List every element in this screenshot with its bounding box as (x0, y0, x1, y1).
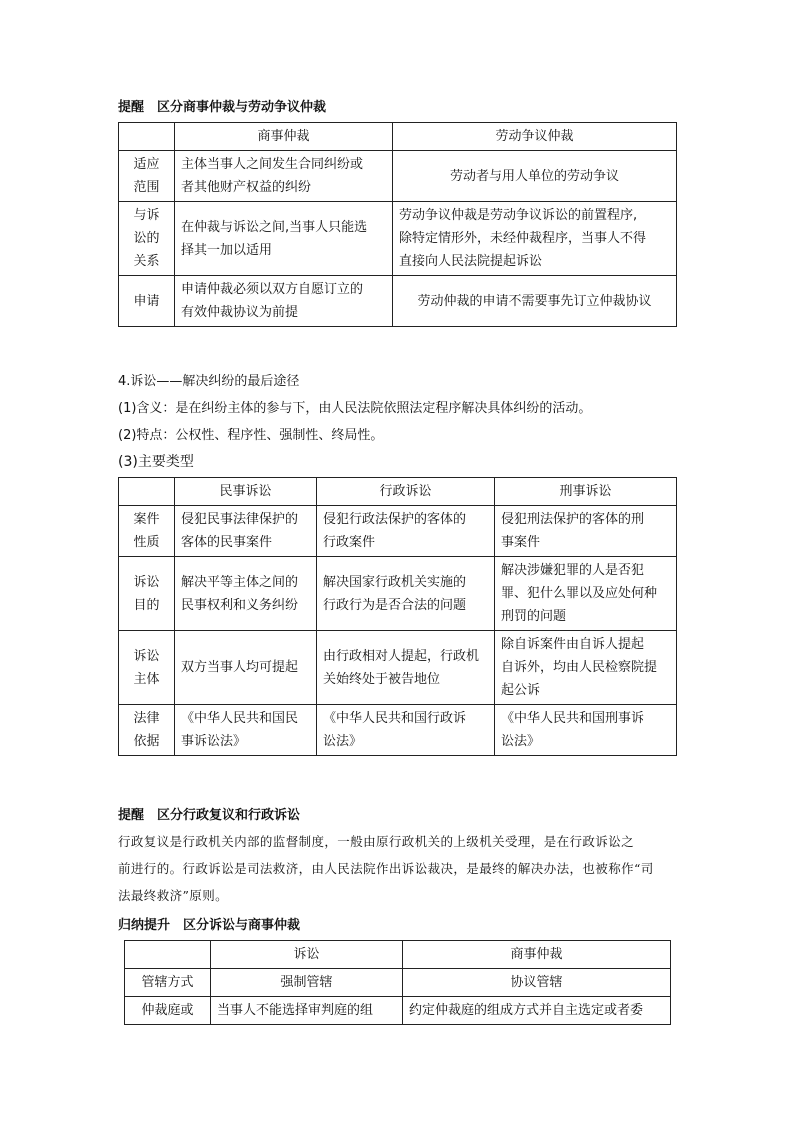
table-row (119, 151, 677, 202)
table-cell: 申请仲裁必须以双方自愿订立的 有效仲裁协议为前提 (175, 276, 393, 327)
row-header-cell: 案件 性质 (119, 506, 175, 557)
tip-heading-arbitration: 提醒 区分商事仲裁与劳动争议仲裁 (118, 100, 327, 115)
litigation-vs-arbitration-table (124, 940, 671, 1025)
row-header-cell: 法律 依据 (119, 705, 175, 756)
litigation-definition: (1)含义：是在纠纷主体的参与下，由人民法院依照法定程序解决具体纠纷的活动。 (118, 401, 592, 416)
table-cell: 解决平等主体之间的 民事权利和义务纠纷 (175, 557, 317, 631)
column-header: 诉讼 (211, 941, 403, 969)
table-cell: 解决国家行政机关实施的 行政行为是否合法的问题 (317, 557, 495, 631)
table-row (119, 506, 677, 557)
row-header-cell: 诉讼 主体 (119, 631, 175, 705)
table-row (119, 276, 677, 327)
litigation-types-table (118, 477, 677, 756)
summary-heading: 归纳提升 区分诉讼与商事仲裁 (118, 918, 301, 933)
row-header-cell: 与诉 讼的 关系 (119, 202, 175, 276)
table-cell: 劳动争议仲裁是劳动争议诉讼的前置程序, 除特定情形外，未经仲裁程序，当事人不得 直接向人民法院提起诉讼 (393, 202, 677, 276)
paragraph-line-2: 前进行的。行政诉讼是司法救济，由人民法院作出诉讼裁决，是最终的解决办法，也被称作“司 (118, 861, 654, 876)
column-header (125, 941, 211, 969)
column-header: 刑事诉讼 (495, 478, 677, 506)
column-header: 劳动争议仲裁 (393, 123, 677, 151)
row-header-cell: 适应 范围 (119, 151, 175, 202)
column-header: 商事仲裁 (175, 123, 393, 151)
row-header-cell: 诉讼 目的 (119, 557, 175, 631)
arbitration-comparison-table (118, 122, 677, 327)
table-cell: 强制管辖 (211, 969, 403, 997)
column-header (119, 478, 175, 506)
table-cell: 劳动仲裁的申请不需要事先订立仲裁协议 (393, 276, 677, 327)
row-header-cell: 管辖方式 (125, 969, 211, 997)
section-heading-litigation: 4.诉讼——解决纠纷的最后途径 (118, 374, 300, 389)
column-header: 行政诉讼 (317, 478, 495, 506)
table-header-row (119, 478, 677, 506)
table-header-row (119, 123, 677, 151)
table-cell: 主体当事人之间发生合同纠纷或 者其他财产权益的纠纷 (175, 151, 393, 202)
table-header-row (125, 941, 671, 969)
table-row (119, 202, 677, 276)
table-cell: 侵犯民事法律保护的 客体的民事案件 (175, 506, 317, 557)
table-cell: 解决涉嫌犯罪的人是否犯 罪、犯什么罪以及应处何种 刑罚的问题 (495, 557, 677, 631)
row-header-cell: 仲裁庭或 (125, 997, 211, 1025)
table-cell: 当事人不能选择审判庭的组 (211, 997, 403, 1025)
row-header-cell: 申请 (119, 276, 175, 327)
paragraph-line-1: 行政复议是行政机关内部的监督制度，一般由原行政机关的上级机关受理，是在行政诉讼之 (118, 834, 635, 849)
table-cell: 《中华人民共和国刑事诉 讼法》 (495, 705, 677, 756)
table-cell: 侵犯刑法保护的客体的刑 事案件 (495, 506, 677, 557)
table-cell: 由行政相对人提起，行政机 关始终处于被告地位 (317, 631, 495, 705)
table-row (119, 631, 677, 705)
litigation-features: (2)特点：公权性、程序性、强制性、终局性。 (118, 428, 384, 443)
tip-heading-administrative: 提醒 区分行政复议和行政诉讼 (118, 808, 301, 823)
table-cell: 协议管辖 (403, 969, 671, 997)
table-row (119, 557, 677, 631)
table-cell: 《中华人民共和国民 事诉讼法》 (175, 705, 317, 756)
table-row (119, 705, 677, 756)
litigation-types-heading: (3)主要类型 (118, 454, 194, 470)
table-cell: 双方当事人均可提起 (175, 631, 317, 705)
table-cell: 《中华人民共和国行政诉 讼法》 (317, 705, 495, 756)
table-cell: 除自诉案件由自诉人提起 自诉外，均由人民检察院提 起公诉 (495, 631, 677, 705)
table-cell: 侵犯行政法保护的客体的 行政案件 (317, 506, 495, 557)
table-cell: 约定仲裁庭的组成方式并自主选定或者委 (403, 997, 671, 1025)
table-row (125, 969, 671, 997)
column-header: 商事仲裁 (403, 941, 671, 969)
paragraph-line-3: 法最终救济”原则。 (118, 888, 228, 903)
table-cell: 劳动者与用人单位的劳动争议 (393, 151, 677, 202)
table-row (125, 997, 671, 1025)
column-header: 民事诉讼 (175, 478, 317, 506)
column-header (119, 123, 175, 151)
table-cell: 在仲裁与诉讼之间,当事人只能选 择其一加以适用 (175, 202, 393, 276)
